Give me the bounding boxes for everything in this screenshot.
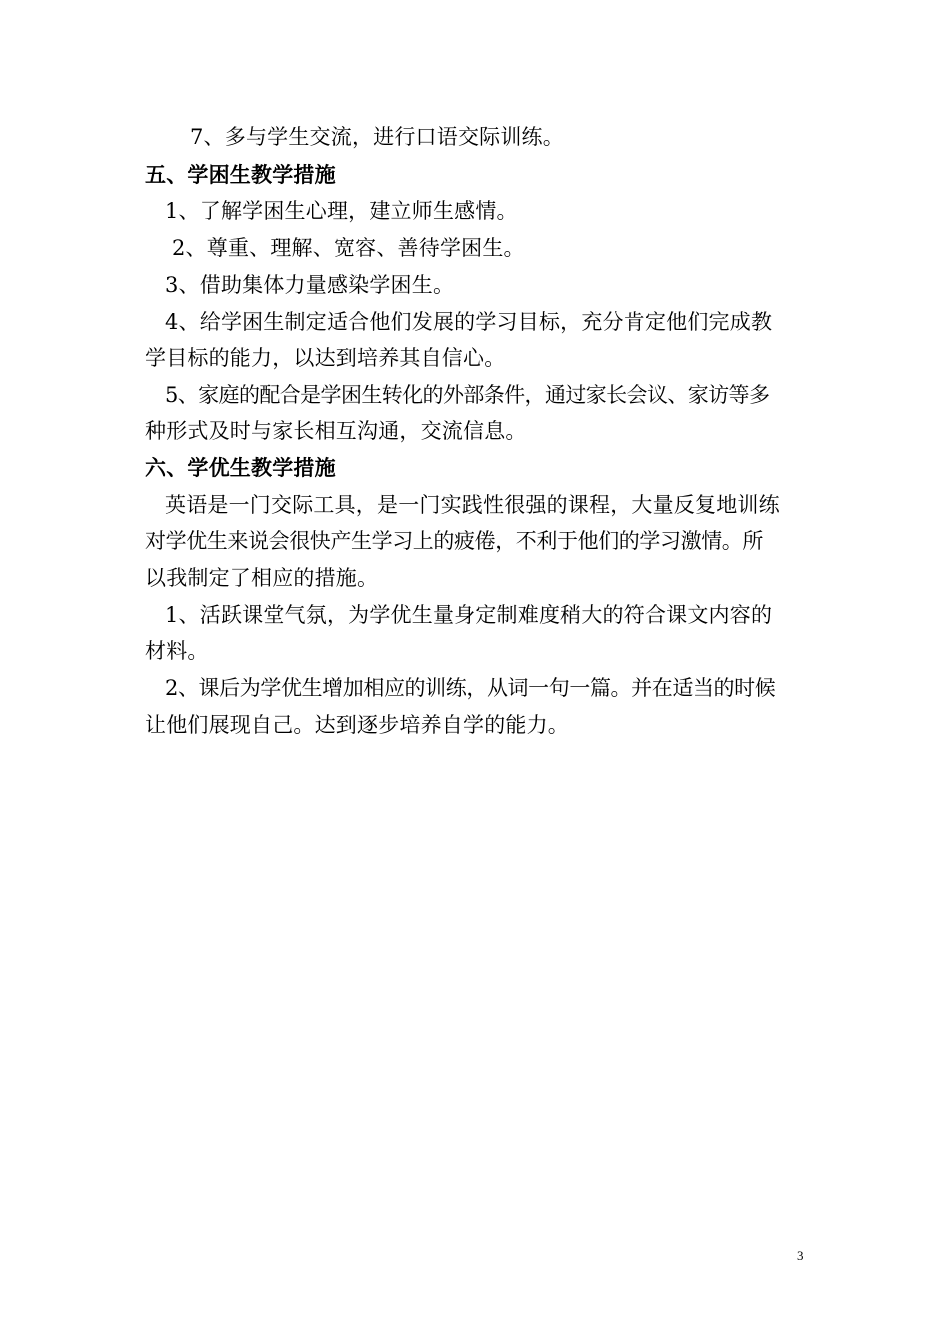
- list-item-5-family-line2: 种形式及时与家长相互沟通，交流信息。: [145, 419, 527, 443]
- paragraph-english-line3: 以我制定了相应的措施。: [145, 566, 379, 590]
- list-item-7-communication: 7、多与学生交流，进行口语交际训练。: [190, 125, 564, 149]
- section-heading-top-students: 六、学优生教学措施: [145, 455, 336, 480]
- paragraph-english-line2: 对学优生来说会很快产生学习上的疲倦，不利于他们的学习激情。所: [145, 529, 763, 553]
- paragraph-english-line1: 英语是一门交际工具，是一门实践性很强的课程，大量反复地训练: [165, 493, 780, 517]
- list-item-4-goals-line2: 学目标的能力，以达到培养其自信心。: [145, 346, 506, 370]
- list-item-2-respect: 2、尊重、理解、宽容、善待学困生。: [172, 236, 525, 260]
- list-item-1-understand: 1、了解学困生心理，建立师生感情。: [165, 199, 518, 223]
- list-item-1-classroom-line2: 材料。: [145, 639, 209, 663]
- section-heading-struggling-students: 五、学困生教学措施: [145, 162, 336, 187]
- list-item-1-classroom-line1: 1、活跃课堂气氛，为学优生量身定制难度稍大的符合课文内容的: [165, 603, 773, 627]
- page-number: 3: [797, 1248, 804, 1263]
- list-item-2-after-class-line2: 让他们展现自己。达到逐步培养自学的能力。: [145, 713, 569, 737]
- list-item-2-after-class-line1: 2、课后为学优生增加相应的训练，从词一句一篇。并在适当的时候: [165, 676, 776, 700]
- list-item-5-family-line1: 5、家庭的配合是学困生转化的外部条件，通过家长会议、家访等多: [165, 383, 770, 407]
- list-item-3-collective: 3、借助集体力量感染学困生。: [165, 273, 455, 297]
- list-item-4-goals-line1: 4、给学困生制定适合他们发展的学习目标，充分肯定他们完成教: [165, 310, 773, 334]
